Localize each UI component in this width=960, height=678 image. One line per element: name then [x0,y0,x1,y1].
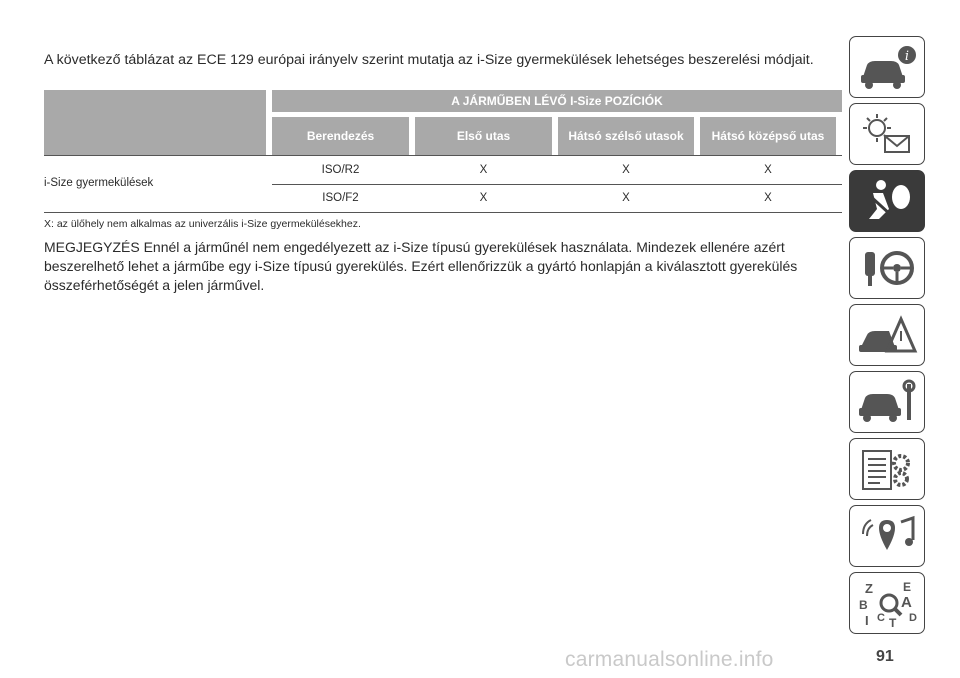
svg-text:i: i [904,49,910,64]
table-cell: X [764,164,772,176]
table-cell: X [479,192,488,204]
index-letter: I [865,613,869,628]
watermark: carmanualsonline.info [565,648,774,671]
index-letter: D [909,612,917,624]
table-cell: X [622,164,630,176]
tab-index[interactable] [849,572,925,634]
index-letter: C [877,612,885,624]
key-steering-icon [855,242,919,294]
column-header-front-passenger: Első utas [415,117,552,155]
warning-lights-icon [855,108,919,160]
tab-technical-data[interactable] [849,438,925,500]
column-header-rear-outer: Hátsó szélső utasok [558,117,694,155]
index-letter: T [889,616,897,629]
tab-warning-lights[interactable] [849,103,925,165]
tab-multimedia[interactable] [849,505,925,567]
tab-key-steering[interactable] [849,237,925,299]
table-row [272,184,842,212]
table-row [272,156,842,185]
column-header-equipment: Berendezés [272,117,409,155]
column-header-rear-center: Hátsó középső utas [700,117,836,155]
table-header-blank [44,90,266,155]
installation-table [44,90,842,213]
table-cell: X [622,192,630,204]
table-group-header: A JÁRMŰBEN LÉVŐ I-Size POZÍCIÓK [272,90,842,112]
technical-data-icon [855,443,919,495]
tab-car-info[interactable] [849,36,925,98]
chapter-sidebar [849,36,925,639]
tab-maintenance[interactable] [849,371,925,433]
table-cell: X [764,192,772,204]
tab-safety[interactable] [849,170,925,232]
row-label: i-Size gyermekülések [44,177,154,189]
index-letter: Z [865,581,873,596]
footnote: X: az ülőhely nem alkalmas az univerzális i-Size gyermekülésekhez. [44,218,361,230]
safety-airbag-icon [855,175,919,227]
tab-emergency[interactable] [849,304,925,366]
index-letter: E [903,580,912,594]
table-cell: ISO/R2 [321,164,360,176]
note-paragraph: MEGJEGYZÉS Ennél a járműnél nem engedélyezett az i-Size típusú gyerekülések használata. Mindezek ellenére azért beszerelhető lehet a járműbe egy i-Size típusú gyerekülés. Ezért ellenőrizzük a gyártó honlapján a kiválasztott gyerekülés összeférhetőségét a jelen járművel. [44,239,798,293]
index-letter: A [901,594,912,611]
index-search-icon [855,577,919,629]
page-number: 91 [876,648,894,665]
table-header [44,90,842,155]
multimedia-icon [855,510,919,562]
intro-text: A következő táblázat az ECE 129 európai irányelv szerint mutatja az i-Size gyermekülések lehetséges beszerelési módjait. [44,52,814,68]
car-info-icon [855,41,919,93]
car-maintenance-icon [855,376,919,428]
emergency-triangle-icon [855,309,919,361]
table-cell: ISO/F2 [322,192,359,204]
table-cell: X [479,164,488,176]
index-letter: B [859,598,868,612]
